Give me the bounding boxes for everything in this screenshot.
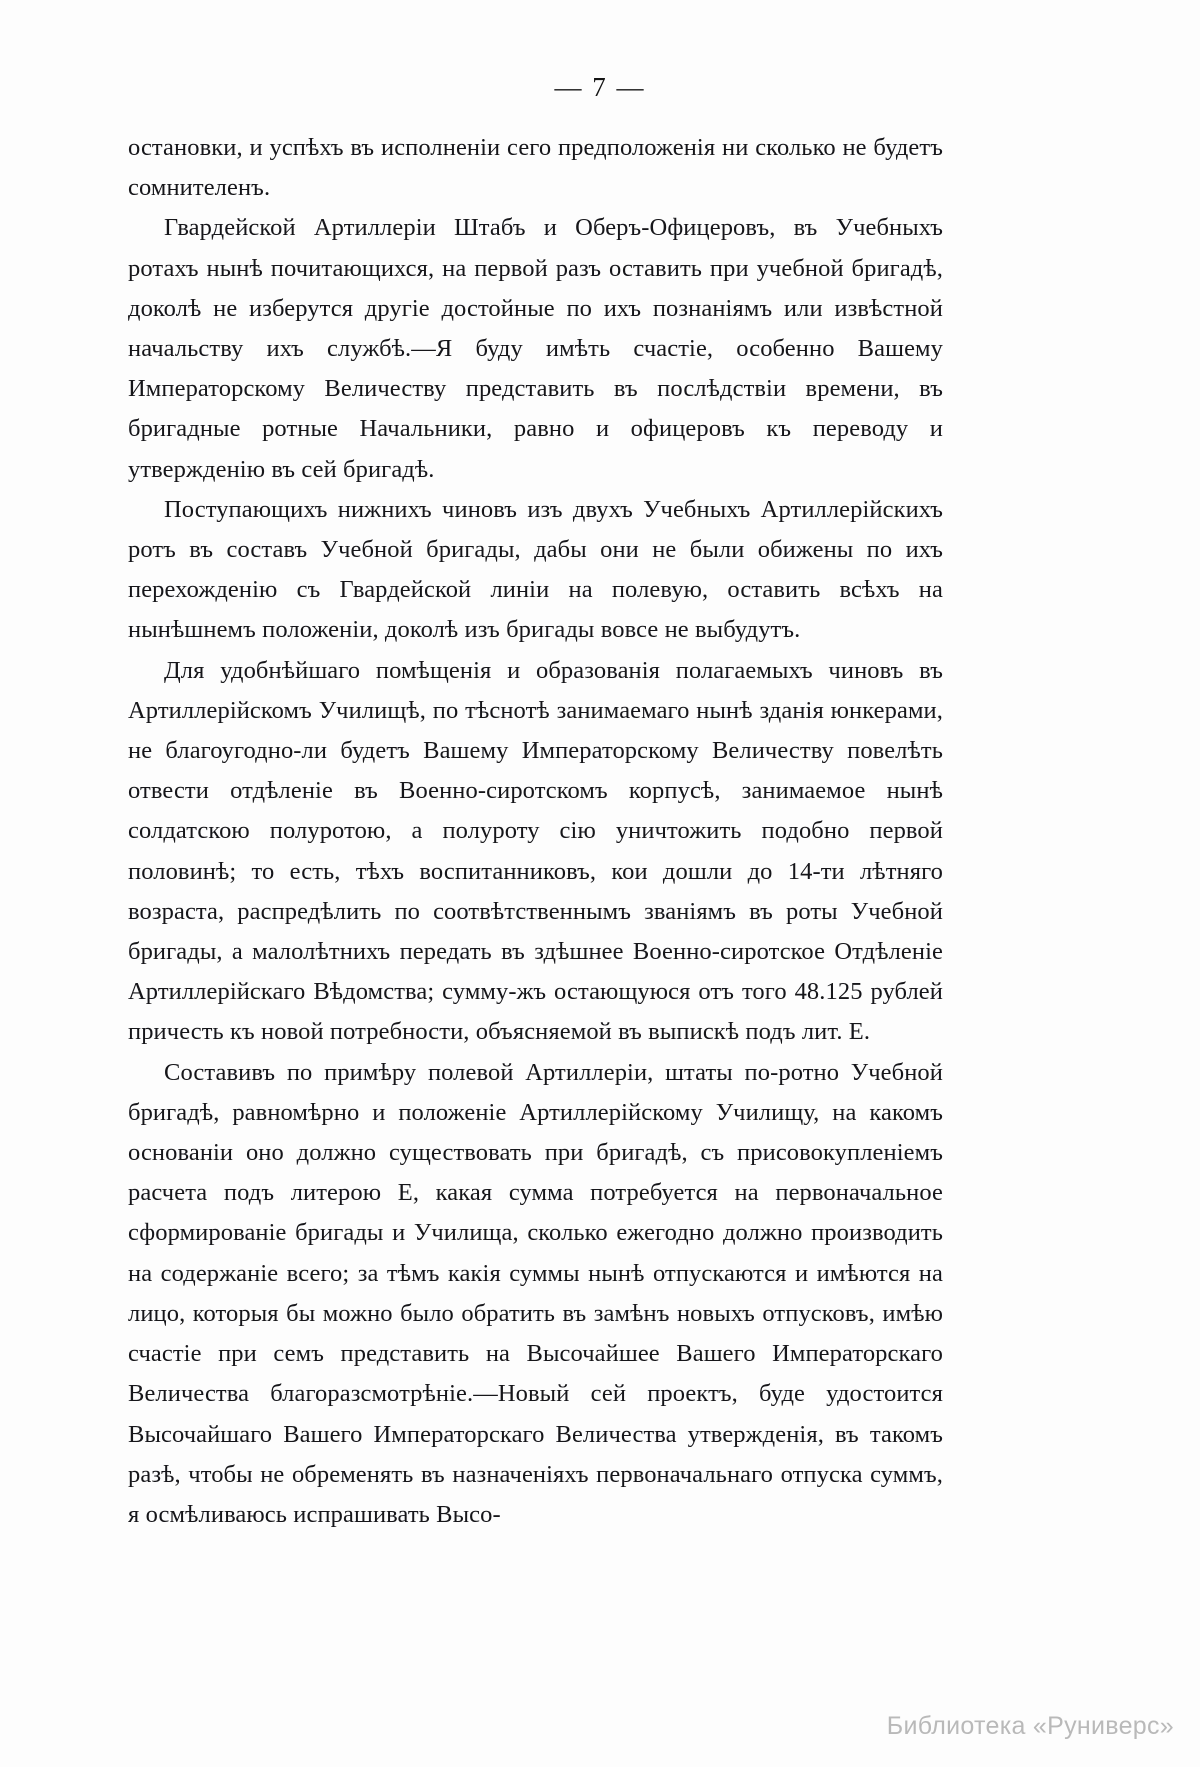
paragraph: Поступающихъ нижнихъ чиновъ изъ двухъ Учебныхъ Артиллерійскихъ ротъ въ составъ Учебной бригады, дабы они не были обижены по ихъ перехожденію съ Гвардейской линіи на полевую, оставить всѣхъ на нынѣшнемъ положеніи, доколѣ изъ бригады вовсе не выбудутъ. — [128, 495, 943, 644]
page-number: — 7 — — [554, 72, 646, 102]
paragraph: Составивъ по примѣру полевой Артиллеріи, штаты по-ротно Учебной бригадѣ, равномѣрно и положеніе Артиллерійскому Училищу, на какомъ основаніи оно должно существовать при бригадѣ, съ присовокупленіемъ расчета подъ литерою Е, какая сумма потребуется на первоначальное сформированіе бригады и Училища, сколько ежегодно должно производить на содержаніе всего; за тѣмъ какія суммы нынѣ отпускаются и имѣются на лицо, которыя бы можно было обратить въ замѣнъ новыхъ отпусковъ, имѣю счастіе при семъ представить на Высочайшее Вашего Императорскаго Величества благоразсмотрѣніе.—Новый сей проектъ, буде удостоится Высочайшаго Вашего Императорскаго Величества утвержденія, въ такомъ разѣ, чтобы не обременять въ назначеніяхъ первоначальнаго отпуска суммъ, я осмѣливаюсь испрашивать Высо- — [128, 1058, 943, 1528]
library-watermark: Библиотека «Руниверс» — [886, 1712, 1174, 1740]
paragraph: остановки, и успѣхъ въ исполненіи сего предположенія ни сколько не будетъ сомнителенъ. — [128, 134, 943, 202]
paragraph: Гвардейской Артиллеріи Штабъ и Оберъ-Офицеровъ, въ Учебныхъ ротахъ нынѣ почитающихся, на первой разъ оставить при учебной бригадѣ, доколѣ не изберутся другіе достойные по ихъ познаніямъ или извѣстной начальству ихъ службѣ.—Я буду имѣть счастіе, особенно Вашему Императорскому Величеству представить въ послѣдствіи времени, въ бригадные ротные Начальники, равно и офицеровъ къ переводу и утвержденію въ сей бригадѣ. — [128, 214, 943, 483]
paragraph: Для удобнѣйшаго помѣщенія и образованія полагаемыхъ чиновъ въ Артиллерійскомъ Училищѣ, по тѣснотѣ занимаемаго нынѣ зданія юнкерами, не благоугодно-ли будетъ Вашему Императорскому Величеству повелѣть отвести отдѣленіе въ Военно-сиротскомъ корпусѣ, занимаемое нынѣ солдатскою полуротою, а полуроту сію уничтожить подобно первой половинѣ; то есть, тѣхъ воспитанниковъ, кои дошли до 14-ти лѣтняго возраста, распредѣлить по соотвѣтственнымъ званіямъ въ роты Учебной бригады, а малолѣтнихъ передать въ здѣшнее Военно-сиротское Отдѣленіе Артиллерійскаго Вѣдомства; сумму-жъ остающуюся отъ того 48.125 рублей причесть къ новой потребности, объясняемой въ выпискѣ подъ лит. Е. — [128, 656, 943, 1046]
page-body — [128, 128, 943, 1535]
